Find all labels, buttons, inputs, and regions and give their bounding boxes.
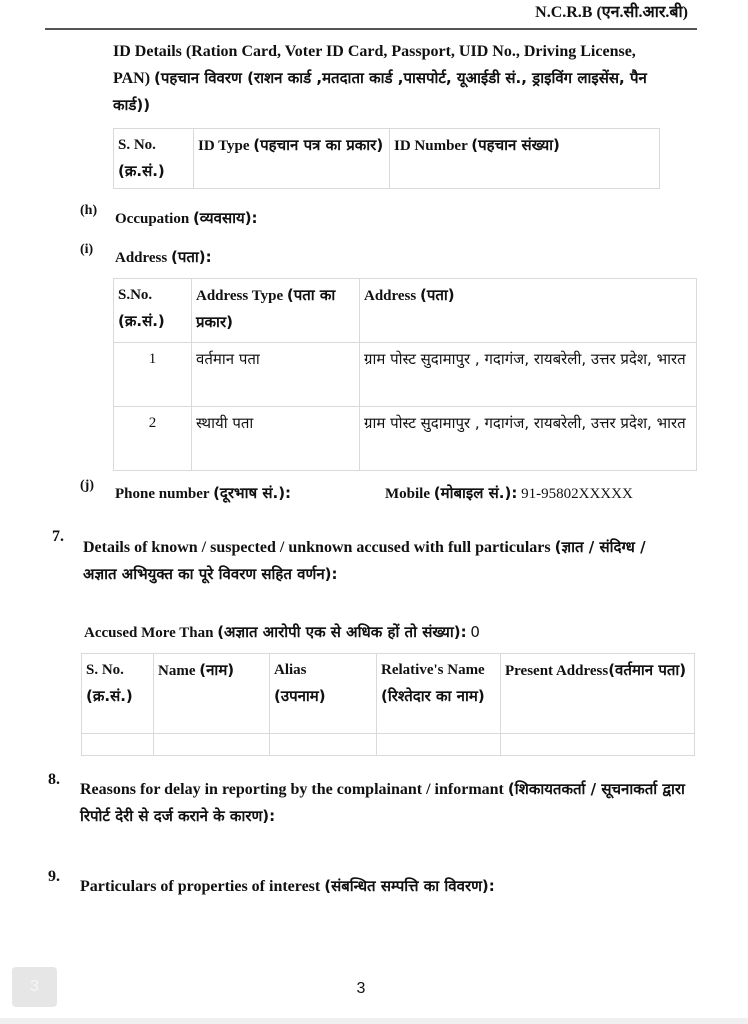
col-alias — [270, 654, 377, 734]
cell-address-type: स्थायी पता — [192, 407, 360, 471]
section-9-heading-hi: (संबन्धित सम्पत्ति का विवरण): — [324, 877, 495, 895]
col-sno — [82, 654, 154, 734]
occupation-label-hi: (व्यवसाय): — [192, 209, 258, 227]
accused-more-value: 0 — [470, 623, 480, 641]
col-label-en: Alias — [274, 662, 307, 678]
section-7-heading-hi: (ज्ञात / संदिग्ध / अज्ञात अभियुक्त का पूरे विवरण सहित वर्णन): — [83, 538, 646, 583]
document-header: N.C.R.B (एन.सी.आर.बी) — [535, 4, 688, 21]
col-label-hi: (उपनाम) — [274, 687, 326, 705]
mobile-label-hi: (मोबाइल सं.): — [433, 484, 518, 502]
table-row — [114, 343, 697, 407]
section-8-heading — [80, 776, 685, 830]
col-label-en: ID Number — [394, 138, 472, 154]
address-label — [115, 247, 212, 267]
marker-i: (i) — [80, 242, 94, 257]
table-header-row — [82, 654, 695, 734]
bottom-bar — [0, 1018, 748, 1024]
col-label-en: Relative's Name — [381, 662, 485, 678]
col-label-hi: (क्र.सं.) — [118, 312, 165, 330]
col-label-en: S.No. — [118, 287, 153, 303]
col-relative-name — [377, 654, 501, 734]
marker-h: (h) — [80, 203, 98, 218]
cell-address: ग्राम पोस्ट सुदामापुर , गदागंज, रायबरेली, उत्तर प्रदेश, भारत — [360, 407, 697, 471]
col-label-hi: (पहचान पत्र का प्रकार) — [253, 136, 384, 154]
col-label-hi: (पहचान संख्या) — [471, 136, 560, 154]
address-label-en: Address — [115, 250, 171, 266]
marker-j: (j) — [80, 478, 94, 493]
table-row — [114, 407, 697, 471]
page-number: 3 — [356, 980, 366, 997]
address-table — [113, 278, 697, 471]
col-name — [154, 654, 270, 734]
col-id-type — [194, 129, 390, 189]
col-label-en: Present Address — [505, 663, 609, 679]
col-label-en: Address — [364, 288, 420, 304]
header-rule — [45, 28, 697, 30]
col-label-hi: (नाम) — [199, 661, 235, 679]
id-details-table — [113, 128, 660, 189]
col-label-en: S. No. — [86, 662, 124, 678]
phone-label — [115, 483, 291, 503]
table-header-row — [114, 129, 660, 189]
section-9-heading-en: Particulars of properties of interest — [80, 878, 325, 895]
section-7-heading-en: Details of known / suspected / unknown accused with full particulars — [83, 539, 555, 556]
col-label-en: S. No. — [118, 137, 156, 153]
section-9-heading — [80, 873, 680, 900]
col-id-number — [390, 129, 660, 189]
section-7-heading — [83, 534, 683, 588]
col-label-en: Address Type — [196, 288, 287, 304]
cell-sno: 1 — [114, 343, 192, 407]
col-label-hi: (पता का प्रकार) — [196, 286, 336, 331]
cell-present-address — [501, 734, 695, 756]
cell-address-type: वर्तमान पता — [192, 343, 360, 407]
table-row — [82, 734, 695, 756]
cell-address: ग्राम पोस्ट सुदामापुर , गदागंज, रायबरेली, उत्तर प्रदेश, भारत — [360, 343, 697, 407]
col-address — [360, 279, 697, 343]
accused-table — [81, 653, 695, 756]
section-8-heading-en: Reasons for delay in reporting by the complainant / informant — [80, 781, 508, 798]
cell-alias — [270, 734, 377, 756]
cell-relative-name — [377, 734, 501, 756]
phone-label-hi: (दूरभाष सं.): — [213, 484, 292, 502]
occupation-label-en: Occupation — [115, 211, 193, 227]
cell-sno — [82, 734, 154, 756]
col-address-type — [192, 279, 360, 343]
col-label-en: ID Type — [198, 138, 254, 154]
col-label-hi: (रिश्तेदार का नाम) — [381, 687, 485, 705]
section-8-heading-hi: (शिकायतकर्ता / सूचनाकर्ता द्वारा रिपोर्ट देरी से दर्ज कराने के कारण): — [80, 780, 685, 825]
col-label-en: Name — [158, 663, 200, 679]
col-label-hi: (क्र.सं.) — [86, 687, 133, 705]
phone-label-en: Phone number — [115, 486, 214, 502]
id-details-heading-hi: (पहचान विवरण (राशन कार्ड ,मतदाता कार्ड ,पासपोर्ट, यूआईडी सं., ड्राइविंग लाइसेंस, पैन कार्ड)) — [113, 69, 647, 114]
section-9-number: 9. — [48, 868, 60, 885]
mobile-label — [385, 483, 633, 503]
col-sno — [114, 129, 194, 189]
mobile-value: 91-95802XXXXX — [521, 486, 633, 502]
table-header-row — [114, 279, 697, 343]
occupation-label — [115, 208, 258, 228]
page-thumbnail-button[interactable]: 3 — [12, 967, 57, 1007]
address-label-hi: (पता): — [171, 248, 212, 266]
accused-more-label-hi: (अज्ञात आरोपी एक से अधिक हों तो संख्या): — [217, 623, 467, 641]
section-8-number: 8. — [48, 771, 60, 788]
id-details-heading — [113, 38, 673, 119]
section-7-number: 7. — [52, 528, 64, 545]
col-label-hi: (पता) — [420, 286, 455, 304]
id-details-heading-en: ID Details (Ration Card, Voter ID Card, Passport, UID No., Driving License, PAN) — [113, 43, 636, 87]
col-sno — [114, 279, 192, 343]
col-present-address — [501, 654, 695, 734]
mobile-label-en: Mobile — [385, 486, 434, 502]
accused-more-than — [84, 622, 480, 642]
cell-name — [154, 734, 270, 756]
cell-sno: 2 — [114, 407, 192, 471]
accused-more-label-en: Accused More Than — [84, 625, 218, 641]
col-label-hi: (वर्तमान पता) — [608, 661, 687, 679]
col-label-hi: (क्र.सं.) — [118, 162, 165, 180]
